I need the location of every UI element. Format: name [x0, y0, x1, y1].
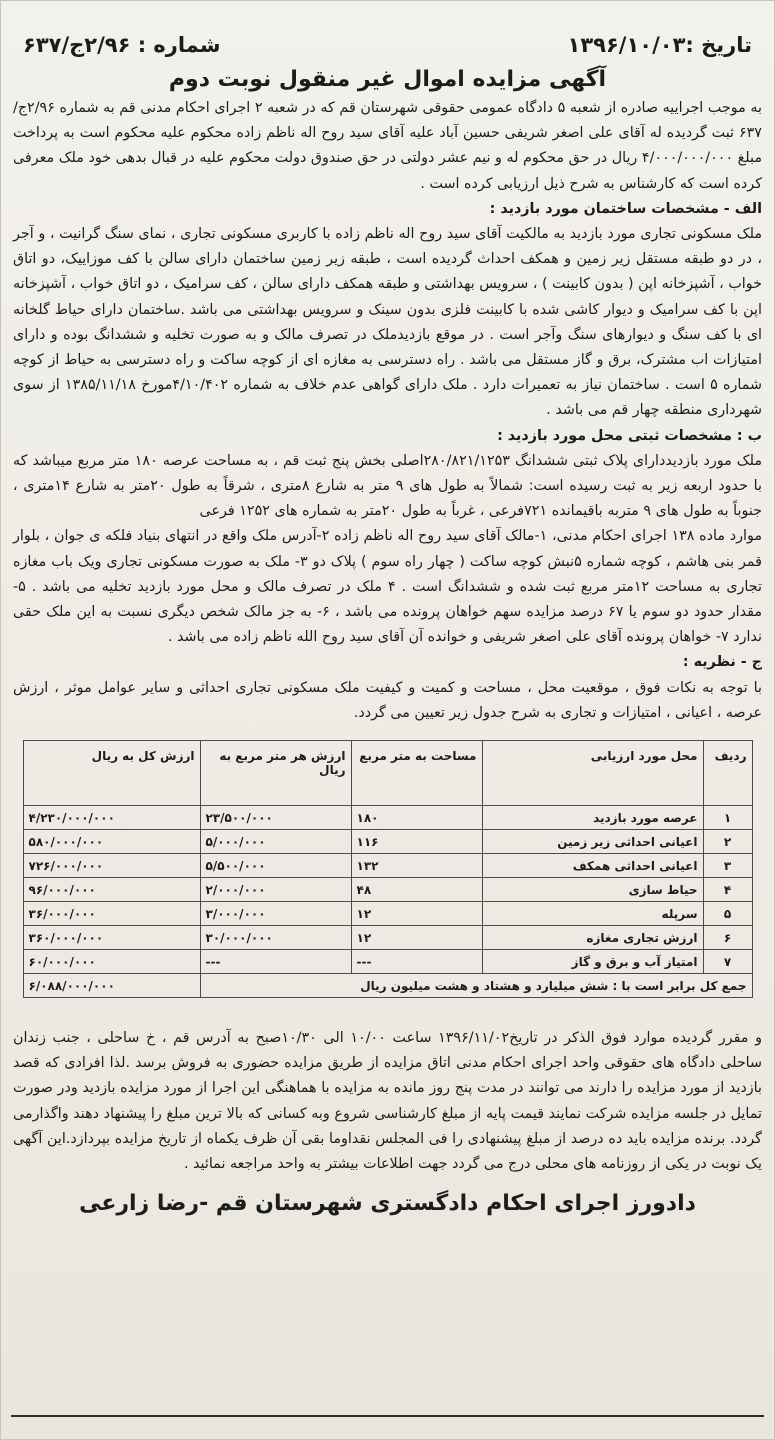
- row-area: ۱۲: [351, 902, 482, 926]
- row-total: ۷۲۶/۰۰۰/۰۰۰: [23, 854, 200, 878]
- signature: دادورز اجرای احکام دادگستری شهرستان قم -رضا زارعی: [79, 1191, 696, 1217]
- table-header-row: [23, 741, 752, 806]
- notice-header: [13, 27, 762, 63]
- section-c-title: ج - نظریه :: [682, 654, 762, 671]
- notice-title: آگهی مزایده اموال غیر منقول نوبت دوم: [168, 67, 607, 92]
- row-area: ۱۱۶: [351, 830, 482, 854]
- row-index: ۵: [703, 902, 752, 926]
- row-total: ۵۸۰/۰۰۰/۰۰۰: [23, 830, 200, 854]
- total-value: ۶/۰۸۸/۰۰۰/۰۰۰: [23, 974, 200, 998]
- row-unit-price: ۲۳/۵۰۰/۰۰۰: [200, 806, 351, 830]
- header-total: ارزش کل به ریال: [23, 741, 200, 806]
- notice-date: تاریخ :۱۳۹۶/۱۰/۰۳: [567, 33, 752, 57]
- row-area: ۱۳۲: [351, 854, 482, 878]
- row-area: ---: [351, 950, 482, 974]
- row-total: ۳۶/۰۰۰/۰۰۰: [23, 902, 200, 926]
- row-total: ۳۶۰/۰۰۰/۰۰۰: [23, 926, 200, 950]
- row-place: ارزش تجاری مغازه: [482, 926, 703, 950]
- table-row: [23, 950, 752, 974]
- table-row: [23, 806, 752, 830]
- section-b-text: ملک مورد بازدیددارای پلاک ثبتی ششدانگ ۲۸۰/۸۲۱/۱۲۵۳اصلی بخش پنج ثبت قم ، به مساحت عرصه ۱۸۰ متر مربع میباشد که با حدود اربعه زیر به ثبت رسیده است: شمالاً به طول های ۹ متر به شارع ۸متری ، شرقاً به طول ۲۰متر به شارع ۱۴متری ، جنوباً به طول های ۹ متربه باقیمانده ۷۲۱فرعی ، غرباً به طول ۲۰متر به شماره های ۱۲۵۲ فرعی: [13, 452, 762, 520]
- row-place: عرصه مورد بازدید: [482, 806, 703, 830]
- row-unit-price: ۵/۵۰۰/۰۰۰: [200, 854, 351, 878]
- row-place: سرپله: [482, 902, 703, 926]
- header-place: محل مورد ارزیابی: [482, 741, 703, 806]
- row-index: ۲: [703, 830, 752, 854]
- row-index: ۳: [703, 854, 752, 878]
- section-b-title: ب : مشخصات ثبتی محل مورد بازدید :: [497, 427, 762, 444]
- table-row: [23, 830, 752, 854]
- row-index: ۷: [703, 950, 752, 974]
- row-place: حیاط سازی: [482, 878, 703, 902]
- row-total: ۴/۲۳۰/۰۰۰/۰۰۰: [23, 806, 200, 830]
- row-index: ۱: [703, 806, 752, 830]
- intro-paragraph: به موجب اجراییه صادره از شعبه ۵ دادگاه عمومی حقوقی شهرستان قم که در شعبه ۲ اجرای احکام مدنی قم به شماره ۲/۹۶ج/۶۳۷ ثبت گردیده له آقای علی اصغر شریفی حسین آباد علیه آقای سید روح اله ناظم زاده محکوم علیه محکوم است به پرداخت مبلغ ۴/۰۰۰/۰۰۰/۰۰۰ ریال در حق محکوم له و نیم عشر دولتی در حق صندوق دولت محکوم علیه در قبال بدهی خود ملک معرفی کرده است که کارشناس به شرح ذیل ارزیابی کرده است .: [13, 100, 763, 192]
- header-index: ردیف: [703, 741, 752, 806]
- valuation-table: [23, 740, 753, 998]
- row-unit-price: ۳/۰۰۰/۰۰۰: [200, 902, 351, 926]
- row-unit-price: ۵/۰۰۰/۰۰۰: [200, 830, 351, 854]
- table-row: [23, 878, 752, 902]
- row-unit-price: ۳۰/۰۰۰/۰۰۰: [200, 926, 351, 950]
- row-index: ۴: [703, 878, 752, 902]
- table-row: [23, 854, 752, 878]
- row-area: ۴۸: [351, 878, 482, 902]
- table-total-row: [23, 974, 752, 998]
- row-unit-price: ---: [200, 950, 351, 974]
- section-c-text: با توجه به نکات فوق ، موقعیت محل ، مساحت و کمیت و کیفیت ملک مسکونی تجاری احداثی و سایر عوامل موثر ، ارزش عرصه ، اعیانی ، امتیازات و تجاری به شرح جدول زیر تعیین می گردد.: [13, 679, 762, 721]
- bottom-divider: [11, 1415, 764, 1417]
- header-unit-price: ارزش هر متر مربع به ریال: [200, 741, 351, 806]
- row-index: ۶: [703, 926, 752, 950]
- total-label: جمع کل برابر است با : شش میلیارد و هشتاد و هشت میلیون ریال: [200, 974, 752, 998]
- row-total: ۹۶/۰۰۰/۰۰۰: [23, 878, 200, 902]
- closing-paragraph: و مقرر گردیده موارد فوق الذکر در تاریخ۱۳۹۶/۱۱/۰۲ ساعت ۱۰/۰۰ الی ۱۰/۳۰صبح به آدرس قم ، خ ساحلی ، جنب زندان ساحلی دادگاه های حقوقی واحد اجرای احکام مدنی اتاق مزایده از طریق مزایده حضوری به فروش برسد .لذا افرادی که قصد بازدید از مورد مزایده را دارند می توانند در مدت پنج روز مانده به مزایده با هماهنگی این اجرا از مورد مزایده بازدید ودر صورت تمایل در جلسه مزایده شرکت نمایند قیمت پایه از مبلغ کارشناسی شروع وبه کسانی که بالا ترین مبلغ را پیشنهاد دهند واگذارمی گردد. برنده مزایده باید ده درصد از مبلغ پیشنهادی را فی المجلس نقداوما بقی آن ظرف یکماه از تاریخ مزایده بپردازد.این آگهی یک نوبت در یکی از روزنامه های محلی درج می گردد جهت اطلاعات بیشتر به واحد مراجعه نمائید .: [13, 1030, 762, 1173]
- row-place: امتیاز آب و برق و گاز: [482, 950, 703, 974]
- row-area: ۱۲: [351, 926, 482, 950]
- section-a-text: ملک مسکونی تجاری مورد بازدید به مالکیت آقای سید روح اله ناظم زاده با کاربری مسکونی تجاری ، نمای سنگ گرانیت ، و آجر ، در دو طبقه مستقل زیر زمین و همکف احداث گردیده است ، طبقه زیر زمین ساختمان دارای سالن با کف موزاییک، دو اتاق خواب ، آشپزخانه اپن ( بدون کابینت ) ، سرویس بهداشتی و طبقه همکف دارای سالن ، کف سرامیک ، دو اتاق خواب ، آشپزخانه اپن با کف سرامیک و دیوار کاشی شده با کابینت فلزی بدون سینک و سرویس بهداشتی می باشد .ساختمان دارای حیاط گلخانه ای با کف سنگ و دیوارهای سنگ وآجر است . در موقع بازدیدملک در تصرف مالک و به صورت تخلیه و ششدانگ بوده و دارای امتیازات اب مشترک، برق و گاز مستقل می باشد . راه دسترسی به مغازه ای از کوچه ساکت و راه دسترسی به حیاط از کوچه شماره ۵ است . ساختمان نیاز به تعمیرات دارد . ملک دارای گواهی عدم خلاف به شماره ۴/۱۰/۴۰۲مورخ ۱۳۸۵/۱۱/۱۸ از سوی شهرداری منطقه چهار قم می باشد .: [13, 226, 762, 419]
- section-b-text-2: موارد ماده ۱۳۸ اجرای احکام مدنی، ۱-مالک آقای سید روح اله ناظم زاده ۲-آدرس ملک واقع در انتهای بنیاد فلکه ی جوان ، بلوار قمر بنی هاشم ، کوچه شماره ۵نبش کوچه ساکت ( چهار راه سوم ) پلاک دو ۳- ملک به صورت مسکونی تجاری ویک باب مغازه تجاری به مساحت ۱۲متر مربع ثبت شده و ششدانگ است . ۴ ملک در تصرف مالک و محل مورد بازدید تخلیه می باشد . ۵- مقدار حدود دو سوم یا ۶۷ درصد مزایده سهم خواهان پرونده می باشد ، ۶- به جز مالک شخص دیگری نسبت به این ملک حقی ندارد ۷- خواهان پرونده آقای علی اصغر شریفی و خوانده آن آقای سید روح الله ناظم زاده می باشد .: [13, 528, 763, 646]
- row-total: ۶۰/۰۰۰/۰۰۰: [23, 950, 200, 974]
- header-area: مساحت به متر مربع: [351, 741, 482, 806]
- row-area: ۱۸۰: [351, 806, 482, 830]
- notice-number: شماره : ۲/۹۶ج/۶۳۷: [23, 33, 221, 57]
- table-row: [23, 926, 752, 950]
- row-unit-price: ۲/۰۰۰/۰۰۰: [200, 878, 351, 902]
- row-place: اعیانی احداثی همکف: [482, 854, 703, 878]
- row-place: اعیانی احداثی زیر زمین: [482, 830, 703, 854]
- table-row: [23, 902, 752, 926]
- section-a-title: الف - مشخصات ساختمان مورد بازدید :: [489, 200, 762, 217]
